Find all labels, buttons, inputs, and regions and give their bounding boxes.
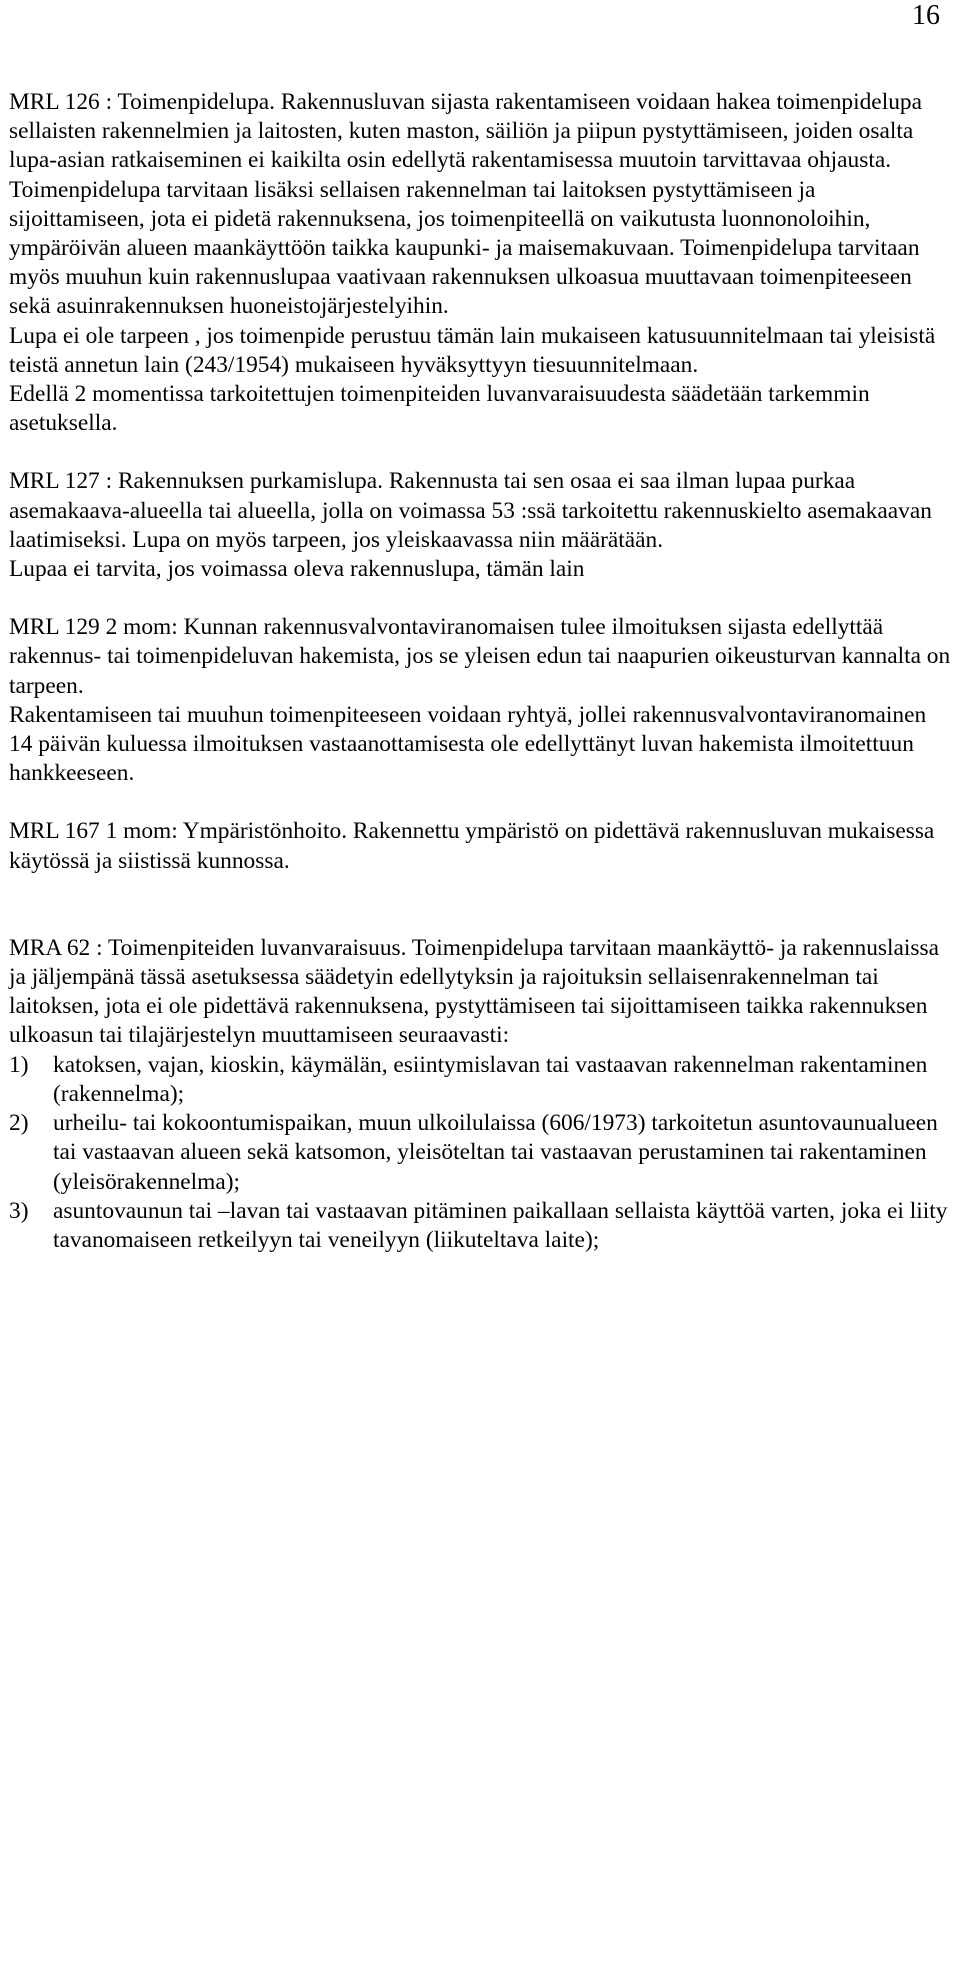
list-item-text: urheilu- tai kokoontumispaikan, muun ulkoilulaissa (606/1973) tarkoitetun asuntovaunualueen tai vastaavan alueen sekä katsomon, yleisöteltan tai vastaavan perustaminen tai rakentaminen (yleisörakennelma); xyxy=(53,1110,938,1195)
section-spacer xyxy=(9,788,951,817)
paragraph: MRL 126 : Toimenpidelupa. Rakennusluvan sijasta rakentamiseen voidaan hakea toimenpidelupa sellaisten rakennelmien ja laitosten, kuten maston, säiliön ja piipun pystyttämiseen, joiden osalta lupa-asian ratkaiseminen ei kaikilta osin edellytä rakentamisessa muutoin tarvittavaa ohjausta. xyxy=(9,89,922,174)
paragraph: MRL 127 : Rakennuksen purkamislupa. Rakennusta tai sen osaa ei saa ilman lupaa purkaa asemakaava-alueella tai alueella, jolla on voimassa 53 :ssä tarkoitettu rakennuskielto asemakaavan laatimiseksi. Lupa on myös tarpeen, jos yleiskaavassa niin määrätään. xyxy=(9,468,932,553)
list-marker: 2) xyxy=(9,1110,29,1137)
section-mrl-167 xyxy=(9,817,951,875)
list-item-text: katoksen, vajan, kioskin, käymälän, esiintymislavan tai vastaavan rakennelman rakentaminen (rakennelma); xyxy=(53,1051,928,1107)
section-spacer xyxy=(9,876,951,934)
section-mrl-129 xyxy=(9,613,951,788)
paragraph: MRL 129 2 mom: Kunnan rakennusvalvontaviranomaisen tulee ilmoituksen sijasta edellyttää rakennus- tai toimenpideluvan hakemista, jos se yleisen edun tai naapurien oikeusturvan kannalta on tarpeen. xyxy=(9,614,951,699)
numbered-list xyxy=(9,1051,951,1255)
section-mra-62 xyxy=(9,934,951,1255)
paragraph: Edellä 2 momentissa tarkoitettujen toimenpiteiden luvanvaraisuudesta säädetään tarkemmin asetuksella. xyxy=(9,381,870,437)
paragraph: Lupa ei ole tarpeen , jos toimenpide perustuu tämän lain mukaiseen katusuunnitelmaan tai yleisistä teistä annetun lain (243/1954) mukaiseen hyväksyttyyn tiesuunnitelmaan. xyxy=(9,322,936,378)
section-spacer xyxy=(9,584,951,613)
list-item xyxy=(9,1051,951,1109)
paragraph: MRA 62 : Toimenpiteiden luvanvaraisuus. Toimenpidelupa tarvitaan maankäyttö- ja rakennuslaissa ja jäljempänä tässä asetuksessa säädetyin edellytyksin ja rajoituksin sellaisenrakennelman tai laitoksen, jota ei ole pidettävä rakennuksena, pystyttämiseen tai sijoittamiseen taikka rakennuksen ulkoasun tai tilajärjestelyn muuttamiseen seuraavasti: xyxy=(9,934,939,1049)
page-number: 16 xyxy=(912,0,940,31)
list-marker: 3) xyxy=(9,1197,29,1224)
list-item xyxy=(9,1197,951,1255)
section-mrl-127 xyxy=(9,467,951,584)
paragraph: MRL 167 1 mom: Ympäristönhoito. Rakennettu ympäristö on pidettävä rakennusluvan mukaisessa käytössä ja siistissä kunnossa. xyxy=(9,818,935,874)
paragraph: Rakentamiseen tai muuhun toimenpiteeseen voidaan ryhtyä, jollei rakennusvalvontaviranomainen 14 päivän kuluessa ilmoituksen vastaanottamisesta ole edellyttänyt luvan hakemista ilmoitettuun hankkeeseen. xyxy=(9,701,927,787)
section-mrl-126 xyxy=(9,88,951,438)
list-item-text: asuntovaunun tai –lavan tai vastaavan pitäminen paikallaan sellaista käyttöä varten, joka ei liity tavanomaiseen retkeilyyn tai veneilyyn (liikuteltava laite); xyxy=(53,1197,948,1253)
document-body xyxy=(9,88,951,1255)
list-marker: 1) xyxy=(9,1051,29,1078)
paragraph: Toimenpidelupa tarvitaan lisäksi sellaisen rakennelman tai laitoksen pystyttämiseen ja sijoittamiseen, jota ei pidetä rakennuksena, jos toimenpiteellä on vaikutusta luonnonoloihin, ympäröivän alueen maankäyttöön taikka kaupunki- ja maisemakuvaan. Toimenpidelupa tarvitaan myös muuhun kuin rakennuslupaa vaativaan rakennuksen ulkoasua muuttavaan toimenpiteeseen sekä asuinrakennuksen huoneistojärjestelyihin. xyxy=(9,176,920,320)
paragraph: Lupaa ei tarvita, jos voimassa oleva rakennuslupa, tämän lain xyxy=(9,556,585,583)
list-item xyxy=(9,1109,951,1197)
section-spacer xyxy=(9,438,951,467)
